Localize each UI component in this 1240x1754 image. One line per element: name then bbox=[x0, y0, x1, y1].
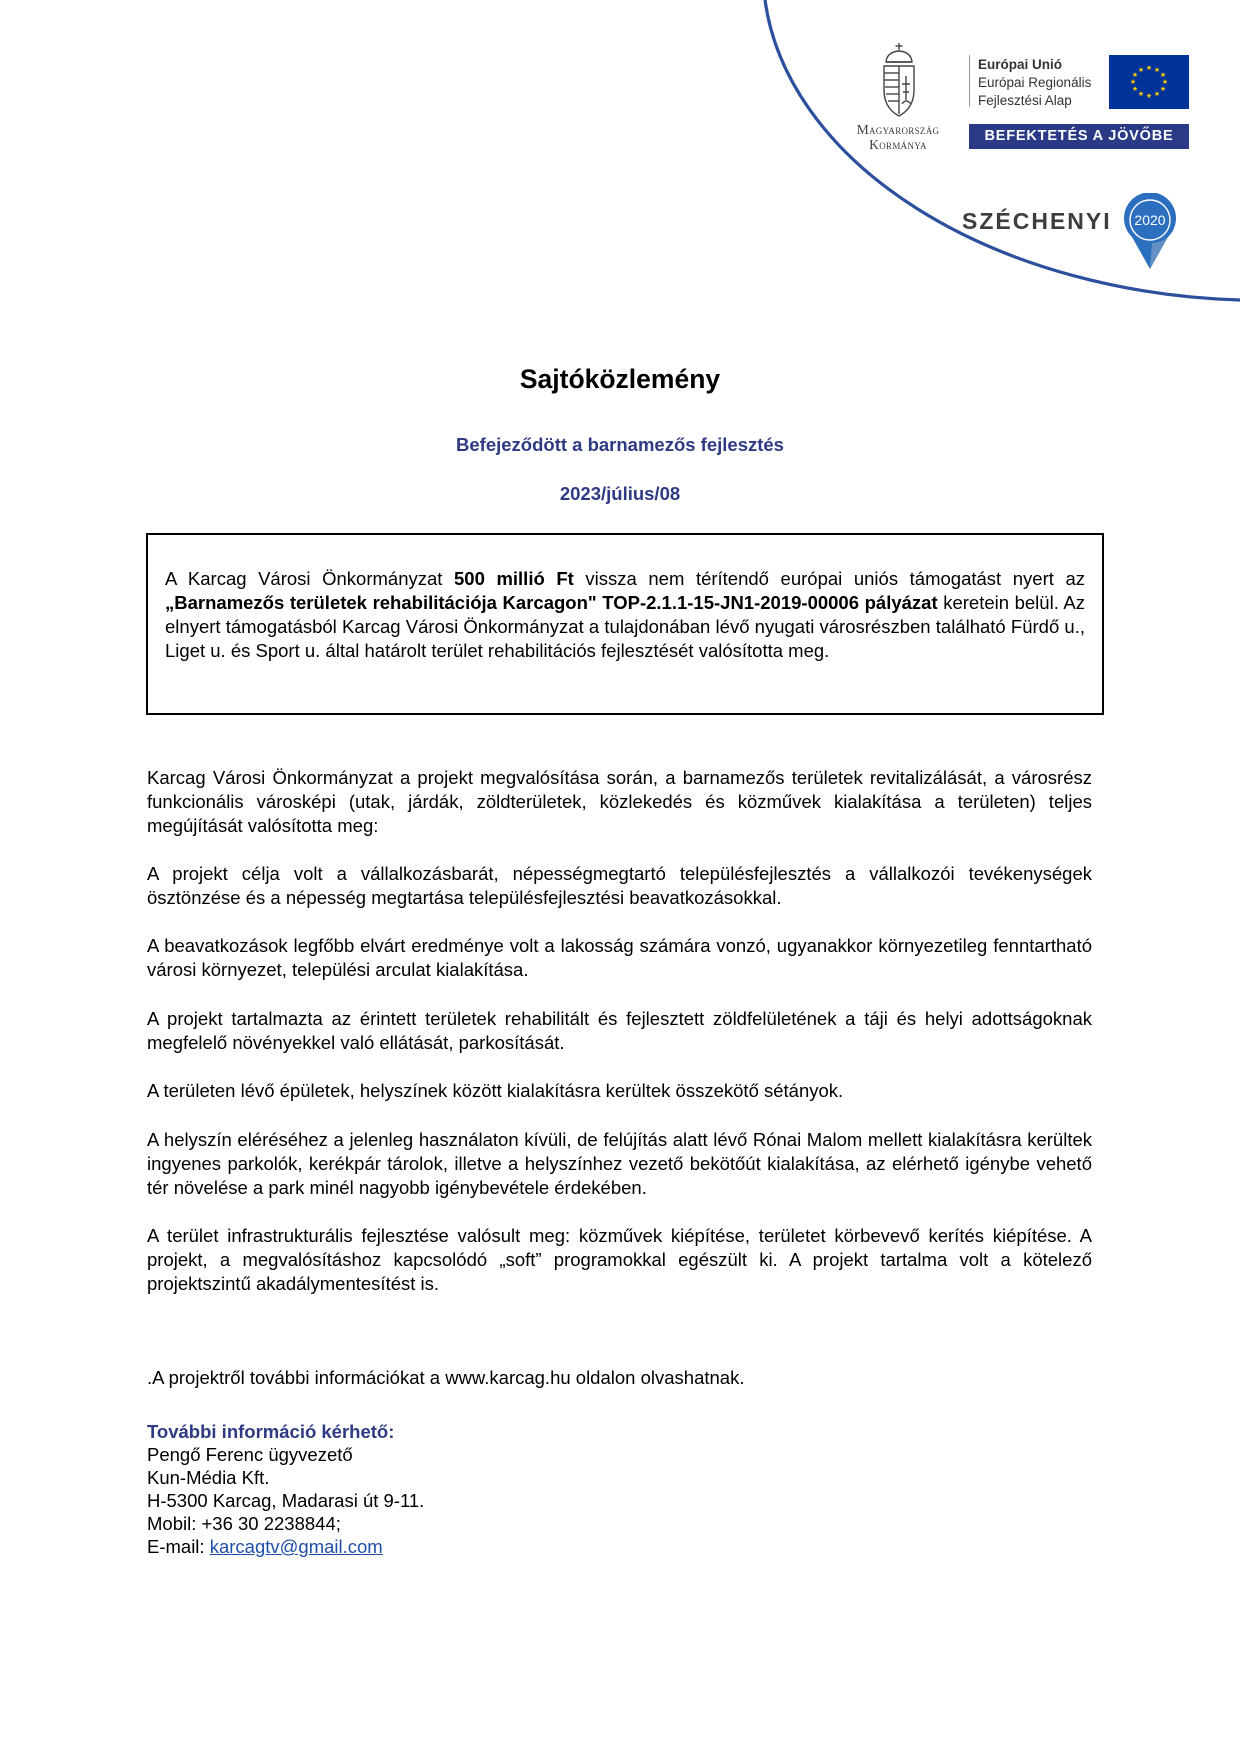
body-paragraph: A projekt tartalmazta az érintett területek rehabilitált és fejlesztett zöldfelületének a táji és helyi adottságoknak megfelelő növényekkel való ellátását, parkosítását. bbox=[147, 1008, 1092, 1053]
government-line-2: Kormánya bbox=[869, 137, 927, 152]
intro-box bbox=[146, 533, 1104, 715]
body-paragraph-7-block bbox=[147, 1224, 1092, 1296]
invest-slogan-bar: BEFEKTETÉS A JÖVŐBE bbox=[969, 124, 1189, 149]
body-paragraph: A beavatkozások legfőbb elvárt eredménye volt a lakosság számára vonzó, ugyanakkor környezetileg fenntartható városi környezet, települési arculat kialakítása. bbox=[147, 935, 1092, 980]
svg-text:★: ★ bbox=[1153, 66, 1161, 74]
svg-text:★: ★ bbox=[1161, 78, 1169, 86]
svg-text:★: ★ bbox=[1137, 90, 1145, 98]
intro-text-1: A Karcag Városi Önkormányzat bbox=[165, 568, 454, 589]
more-info-line-block bbox=[147, 1366, 1092, 1390]
eu-divider bbox=[969, 55, 970, 107]
contact-heading: További információ kérhető: bbox=[147, 1421, 395, 1442]
body-paragraph: A terület infrastrukturális fejlesztése valósult meg: közművek kiépítése, területet körbevevő kerítés kiépítése. A projekt, a megvalósításhoz kapcsolódó „soft” programokkal egészült ki. A projekt tartalma volt a kötelező projektszintű akadálymentesítést is. bbox=[147, 1225, 1092, 1294]
contact-email-label: E-mail: bbox=[147, 1536, 210, 1557]
svg-text:★: ★ bbox=[1131, 71, 1139, 79]
eu-flag-icon bbox=[1109, 55, 1189, 109]
contact-email-row bbox=[147, 1535, 424, 1558]
szechenyi-year: 2020 bbox=[1134, 212, 1166, 228]
body-paragraph-6-block bbox=[147, 1128, 1092, 1200]
svg-text:★: ★ bbox=[1145, 64, 1153, 72]
body-paragraph: A helyszín eléréséhez a jelenleg használaton kívüli, de felújítás alatt lévő Rónai Malom mellett kialakításra kerültek ingyenes parkolók, kerékpár tárolok, illetve a helyszínhez vezető bekötőút kialakítása, az elérhető igénybe vehető tér növelése a park minél nagyobb igénybevétele érdekében. bbox=[147, 1129, 1092, 1198]
document-date: 2023/július/08 bbox=[559, 483, 681, 504]
body-paragraph-5-block bbox=[147, 1079, 1092, 1103]
eu-line-2: Európai Regionális bbox=[978, 75, 1092, 90]
body-paragraph: Karcag Városi Önkormányzat a projekt megvalósítása során, a barnamezős területek revitalizálását, a városrész funkcionális városképi (utak, járdák, zöldterületek, közlekedés és közművek kialakítása a területen) teljes megújítását valósította meg: bbox=[147, 767, 1092, 836]
hungarian-coat-of-arms-icon bbox=[878, 42, 920, 120]
body-paragraph-2-block bbox=[147, 862, 1092, 910]
government-label bbox=[838, 122, 958, 152]
contact-company: Kun-Média Kft. bbox=[147, 1467, 270, 1488]
body-paragraph-3-block bbox=[147, 934, 1092, 982]
contact-phone: Mobil: +36 30 2238844; bbox=[147, 1513, 341, 1534]
eu-line-3: Fejlesztési Alap bbox=[978, 93, 1072, 108]
contact-address: H-5300 Karcag, Madarasi út 9-11. bbox=[147, 1490, 425, 1511]
government-line-1: Magyarország bbox=[856, 122, 940, 137]
contact-name: Pengő Ferenc ügyvezető bbox=[147, 1444, 353, 1465]
contact-block bbox=[147, 1420, 424, 1558]
szechenyi-pin-icon bbox=[1122, 193, 1178, 271]
intro-paragraph bbox=[165, 567, 1085, 663]
svg-text:★: ★ bbox=[1129, 78, 1137, 86]
document-subtitle: Befejeződött a barnamezős fejlesztés bbox=[456, 434, 784, 455]
svg-text:★: ★ bbox=[1131, 85, 1139, 93]
svg-text:★: ★ bbox=[1137, 66, 1145, 74]
body-paragraph: A területen lévő épületek, helyszínek között kialakításra kerültek összekötő sétányok. bbox=[147, 1080, 844, 1101]
project-name: „Barnamezős területek rehabilitációja Karcagon" TOP-2.1.1-15-JN1-2019-00006 pályázat bbox=[165, 592, 938, 613]
svg-text:★: ★ bbox=[1145, 92, 1153, 100]
intro-text-3: keretein belül. Az elnyert támogatásból Karcag Városi Önkormányzat a tulajdonában lévő nyugati városrészben található Fürdő u., Liget u. és Sport u. által határolt terület rehabilitációs fejlesztését valósította meg. bbox=[165, 592, 1085, 661]
more-info-line: .A projektről további információkat a www.karcag.hu oldalon olvashatnak. bbox=[147, 1367, 745, 1388]
intro-text-2: vissza nem térítendő európai uniós támogatást nyert az bbox=[573, 568, 1086, 589]
svg-text:★: ★ bbox=[1153, 90, 1161, 98]
support-amount: 500 millió Ft bbox=[454, 568, 574, 589]
body-paragraph: A projekt célja volt a vállalkozásbarát, népességmegtartó településfejlesztés a vállalkozói tevékenységek ösztönzése és a népesség megtartása településfejlesztési beavatkozásokkal. bbox=[147, 863, 1092, 908]
eu-fund-label bbox=[978, 56, 1091, 110]
body-paragraph-4-block bbox=[147, 1007, 1092, 1055]
svg-text:★: ★ bbox=[1159, 71, 1167, 79]
eu-line-1: Európai Unió bbox=[978, 57, 1062, 72]
contact-email-link[interactable]: karcagtv@gmail.com bbox=[209, 1536, 383, 1557]
szechenyi-logo-text: SZÉCHENYI bbox=[962, 208, 1112, 234]
svg-text:★: ★ bbox=[1159, 85, 1167, 93]
body-paragraph-1-block bbox=[147, 766, 1092, 838]
document-title: Sajtóközlemény bbox=[519, 364, 721, 394]
header-arc bbox=[0, 0, 1240, 340]
